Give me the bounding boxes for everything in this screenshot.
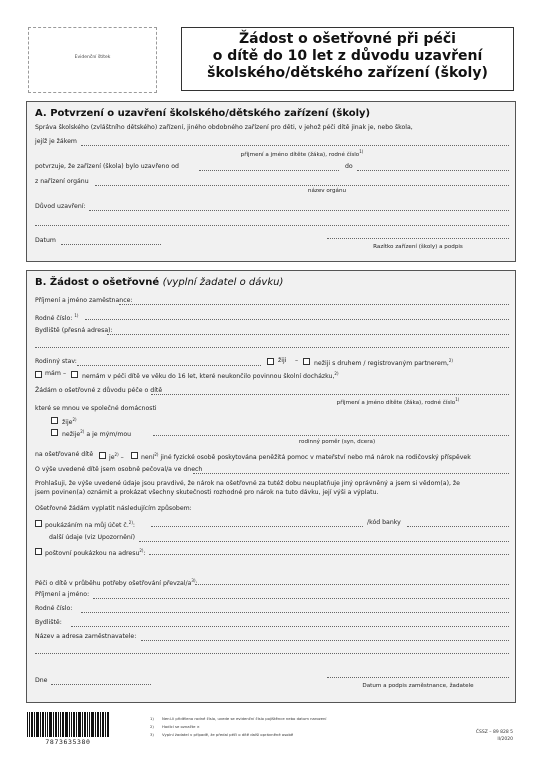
not-lives-with-checkbox[interactable] [303, 358, 310, 365]
no-child-label: nemám v péči dítě ve věku do 16 let, které neukončilo povinnou školní docházku,$^{2)}$ [82, 371, 339, 381]
takeover-name-field[interactable] [93, 598, 509, 599]
school-name-field[interactable] [81, 145, 509, 146]
authority-field[interactable] [95, 185, 509, 186]
other-details-label: další údaje (viz Upozornění) [49, 534, 135, 541]
declaration-line-2: jsem povinen(a) oznámit a prokázat všechny skutečnosti rozhodné pro nárok na tuto dávku, její výši a výplatu. [35, 489, 379, 496]
title-line-1: Žádost o ošetřovné při péči [239, 31, 456, 47]
birth-number-label: Rodné číslo: $^{1)}$ [35, 313, 79, 323]
section-b: B. Žádost o ošetřovné (vyplní žadatel o dávku) Příjmení a jméno zaměstnance: Rodné číslo: $^{1)}$ Bydliště (přesná adresa): Rodinný stav: žiji – nežiji s druhem / registrovaným partnerem,$^{2)}$ mám – nemám v péči dítě ve věku do 16 let, které neukončilo povinnou školní docházku,$^{2)}$ Žádám o ošetřovné z důvodu péče o dítě příjmení a jméno dítěte (žáka), rodné číslo$^{1)}$ které se mnou ve společné domácnosti žije$^{2)}$ nežije$^{2)}$ a je mým/mou rodinný poměr (syn, dcera) na ošetřované dítě $je^{2)}$ – není$^{2)}$ jiné fyzické osobě poskytována peněžitá pomoc v mateřství nebo má nárok na rodičovský příspěvek O výše uvedené dítě jsem osobně pečoval/a ve dnech Prohlašuji, že výše uvedené údaje jsou pravdivé, že nárok na ošetřovné za tutéž dobu neuplatňuje jiný oprávněný a jsem si vědom(a), že jsem povinen(a) oznámit a prokázat všechny skutečnosti rozhodné pro nárok na tuto dávku, její výši a výplatu. Ošetřovné žádám vyplatit následujícím způsobem: poukázáním na můj účet č.$^{2)}$: /kód banky další údaje (viz Upozornění) poštovní poukázkou na adresu$^{2)}$: Péči o dítě v průběhu potřeby ošetřování převzal/$a^{3)}$: Příjmení a jméno: Rodné číslo: Bydliště: Název a adresa zaměstnavatele: Dne Datum a podpis zaměstnance, žadatele [26, 270, 516, 703]
lives-checkbox[interactable] [51, 417, 58, 424]
closed-to-field[interactable] [357, 170, 509, 171]
address-field[interactable] [107, 334, 509, 335]
request-label: Žádám o ošetřovné z důvodu péče o dítě [35, 387, 163, 394]
child-name-field[interactable] [151, 394, 509, 395]
takeover-name-label: Příjmení a jméno: [35, 591, 90, 598]
takeover-employer-field-2[interactable] [35, 653, 509, 654]
employee-sign-field[interactable] [327, 677, 509, 678]
household-label: které se mnou ve společné domácnosti [35, 405, 157, 412]
takeover-address-label: Bydliště: [35, 619, 62, 626]
no-child-checkbox[interactable] [71, 371, 78, 378]
not-lives-checkbox[interactable] [51, 429, 58, 436]
takeover-address-field[interactable] [71, 626, 509, 627]
stamp-sign-field[interactable] [327, 238, 509, 239]
payment-label: Ošetřovné žádám vyplatit následujícím způsobem: [35, 505, 192, 512]
form-code: ČSSZ – 89 828 5 [475, 730, 513, 735]
section-a-intro-2: jejíž je žákem [35, 138, 77, 145]
footnote-3: 3) Vyplní žadatel v případě, že předal péči o dítě další oprávněné osobě [150, 732, 294, 737]
personal-care-label: O výše uvedené dítě jsem osobně pečoval/a ve dnech [35, 466, 203, 473]
employee-name-field[interactable] [119, 304, 509, 305]
postal-label: poštovní poukázkou na adresu$^{2)}$: [45, 548, 146, 558]
have-child-checkbox[interactable] [35, 371, 42, 378]
takeover-field[interactable] [195, 584, 509, 585]
bank-code-label: /kód banky [367, 519, 401, 526]
relation-caption: rodinný poměr (syn, dcera) [298, 439, 376, 445]
authority-caption: název orgánu [307, 188, 347, 194]
date-field-b[interactable] [51, 684, 151, 685]
other-details-field[interactable] [139, 541, 509, 542]
other-care-no-checkbox[interactable] [131, 452, 138, 459]
lives-with-label: žiji [278, 357, 287, 364]
takeover-label: Péči o dítě v průběhu potřeby ošetřování převzal/$a^{3)}$: [35, 578, 198, 588]
barcode-image [27, 712, 109, 737]
postal-field[interactable] [149, 554, 509, 555]
account-checkbox[interactable] [35, 520, 42, 527]
other-care-yes-label: $je^{2)}$ – [109, 452, 124, 462]
personal-care-field[interactable] [193, 473, 509, 474]
employee-name-label: Příjmení a jméno zaměstnance: [35, 297, 133, 304]
closed-to-label: do [345, 163, 353, 170]
other-care-yes-checkbox[interactable] [99, 452, 106, 459]
evidence-label-box [28, 27, 157, 93]
takeover-employer-field[interactable] [141, 640, 509, 641]
employee-sign-caption: Datum a podpis zaměstnance, žadatele [362, 683, 474, 689]
takeover-birth-field[interactable] [81, 612, 509, 613]
section-a-intro: Správa školského (zvláštního dětského) zařízení, jiného obdobného zařízení pro děti, v jehož péči dítě jinak je, nebo škola, [35, 124, 413, 131]
account-field[interactable] [151, 526, 363, 527]
marital-field[interactable] [77, 365, 261, 366]
section-a [26, 101, 516, 262]
takeover-birth-label: Rodné číslo: [35, 605, 73, 612]
title-line-3: školského/dětského zařízení (školy) [207, 65, 488, 81]
closed-from-field[interactable] [199, 170, 339, 171]
title-line-2: o dítě do 10 let z důvodu uzavření [212, 48, 483, 64]
relation-field[interactable] [153, 435, 509, 436]
reason-label: Důvod uzavření: [35, 203, 86, 210]
closed-from-label: potvrzuje, že zařízení (škola) bylo uzavřeno od [35, 163, 179, 170]
barcode-number: 7873635380 [45, 738, 91, 746]
order-label: z nařízení orgánu [35, 178, 89, 185]
section-b-title: B. Žádost o ošetřovné (vyplní žadatel o dávku) [35, 277, 284, 288]
other-care-no-label: není$^{2)}$ jiné fyzické osobě poskytována peněžitá pomoc v mateřství nebo má nárok na rodičovský příspěvek [141, 452, 471, 462]
other-care-label: na ošetřované dítě [35, 451, 94, 458]
reason-field[interactable] [89, 210, 509, 211]
birth-number-field[interactable] [85, 319, 509, 320]
bank-code-field[interactable] [407, 526, 509, 527]
section-a-title: A. Potvrzení o uzavření školského/dětského zařízení (školy) [35, 108, 371, 119]
date-label-a: Datum [35, 237, 56, 244]
declaration-line-1: Prohlašuji, že výše uvedené údaje jsou pravdivé, že nárok na ošetřovné za tutéž dobu neuplatňuje jiný oprávněný a jsem si vědom(a), že [35, 480, 460, 487]
marital-label: Rodinný stav: [35, 358, 77, 365]
footnote-2: 2) Hodící se označte × [150, 724, 200, 729]
lives-with-checkbox[interactable] [267, 358, 274, 365]
stamp-sign-caption: Razítko zařízení (školy) a podpis [373, 244, 463, 250]
evidence-label-text: Evidenční štítek [74, 55, 111, 60]
title-box [181, 27, 514, 91]
form-title [182, 28, 513, 82]
takeover-employer-label: Název a adresa zaměstnavatele: [35, 633, 137, 640]
child-name-caption-b: příjmení a jméno dítěte (žáka), rodné číslo$^{1)}$ [336, 397, 460, 406]
footnote-1: 1) Není-li přiděleno rodné číslo, uvede se evidenční číslo pojištěnce nebo datum narození [150, 716, 327, 721]
lives-label: žije$^{2)}$ [62, 417, 77, 427]
child-name-caption: příjmení a jméno dítěte (žáka), rodné číslo$^{1)}$ [240, 149, 364, 158]
date-label-b: Dne [35, 677, 48, 684]
account-label: poukázáním na můj účet č.$^{2)}$: [45, 520, 135, 530]
not-lives-label: nežije$^{2)}$ a je mým/mou [62, 429, 132, 439]
reason-field-2[interactable] [35, 225, 509, 226]
postal-checkbox[interactable] [35, 548, 42, 555]
not-lives-with-label: nežiji s druhem / registrovaným partnerem,$^{2)}$ [314, 358, 453, 368]
have-child-label: mám [45, 370, 61, 377]
address-field-2[interactable] [35, 347, 509, 348]
address-label: Bydliště (přesná adresa): [35, 327, 113, 334]
date-field-a[interactable] [61, 244, 161, 245]
form-date: II/2020 [497, 737, 513, 742]
